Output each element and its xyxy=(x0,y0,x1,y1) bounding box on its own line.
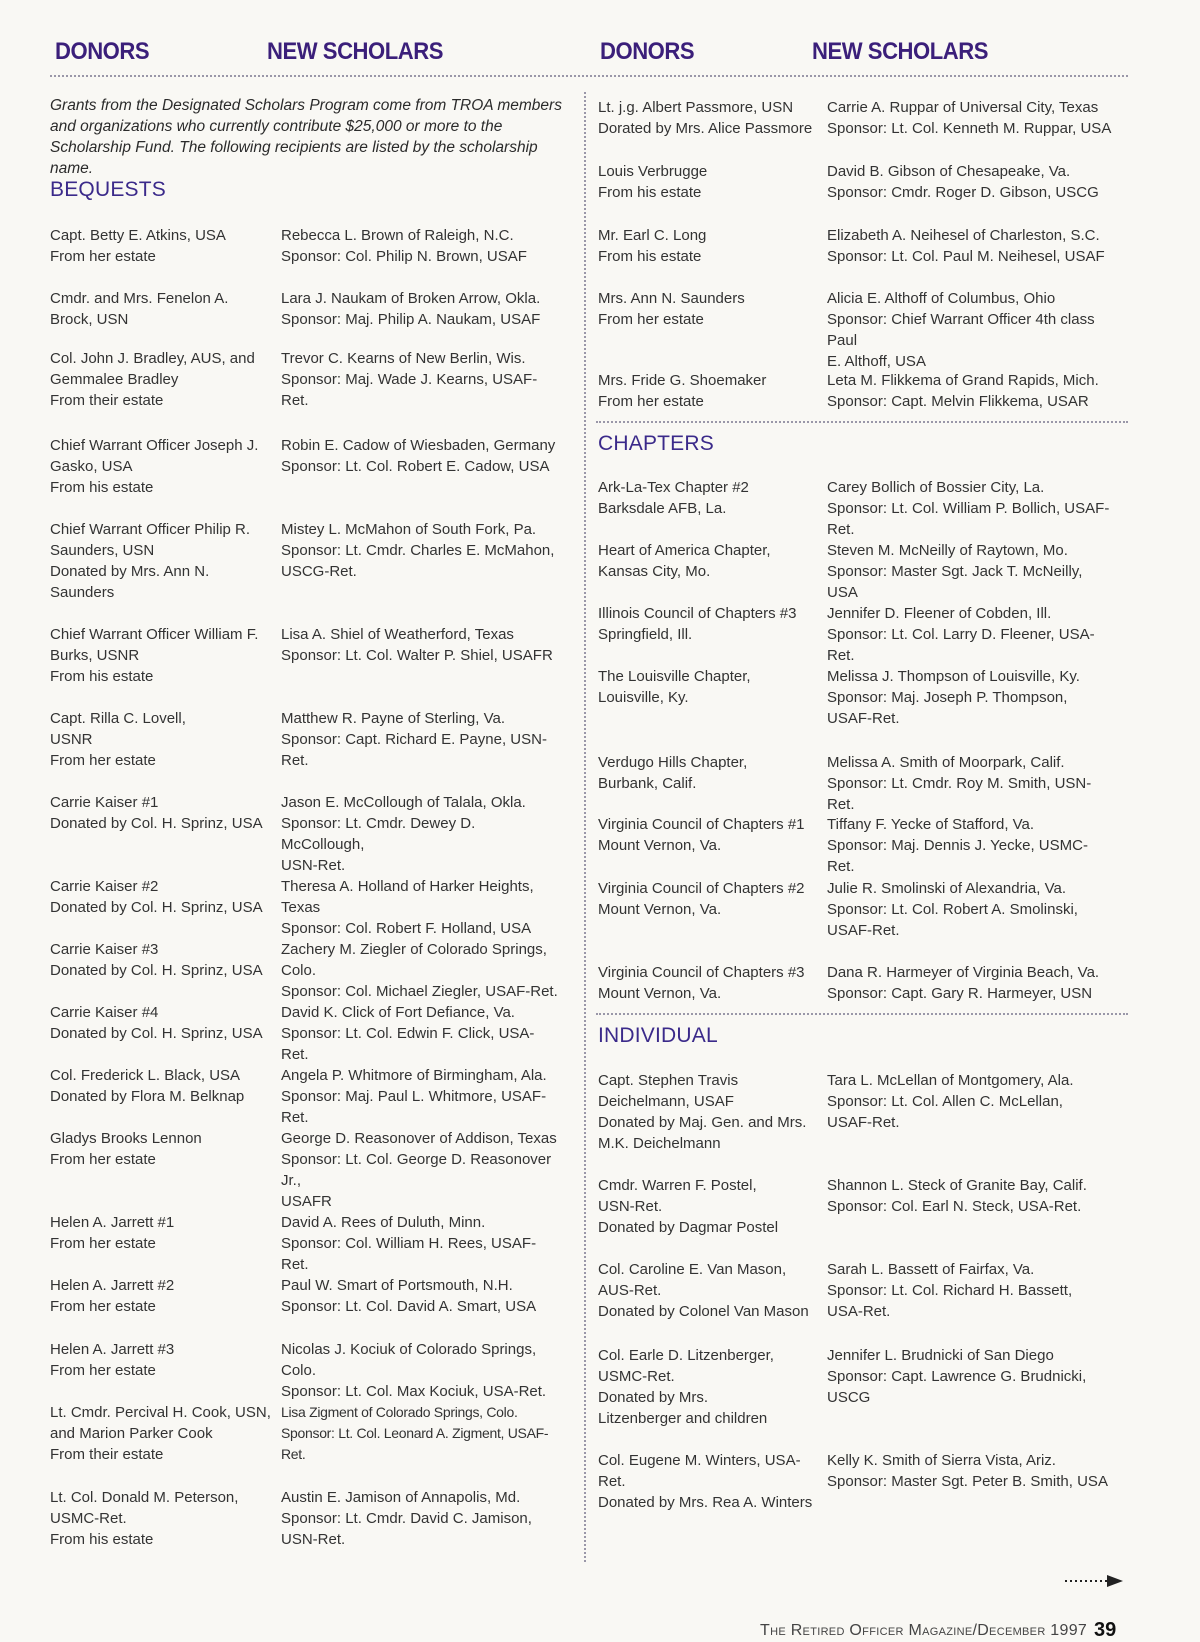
bequest-scholar: Trevor C. Kearns of New Berlin, Wis. Sponsor: Maj. Wade J. Kearns, USAF-Ret. xyxy=(281,350,538,409)
bequest-donor: Carrie Kaiser #4 Donated by Col. H. Sprinz, USA xyxy=(50,1004,263,1042)
bequest-donor: Cmdr. and Mrs. Fenelon A. Brock, USN xyxy=(50,290,229,328)
bequest-scholar: Paul W. Smart of Portsmouth, N.H. Sponsor: Lt. Col. David A. Smart, USA xyxy=(281,1277,537,1315)
bequest-scholar: Jason E. McCollough of Talala, Okla. Sponsor: Lt. Cmdr. Dewey D. McCollough, USN-Ret. xyxy=(281,794,526,874)
bequest-donor: Col. Frederick L. Black, USA Donated by Flora M. Belknap xyxy=(50,1067,245,1105)
bequest-donor: Chief Warrant Officer Philip R. Saunders, USN Donated by Mrs. Ann N. Saunders xyxy=(50,521,251,601)
bequest-scholar: Rebecca L. Brown of Raleigh, N.C. Sponsor: Col. Philip N. Brown, USAF xyxy=(281,227,527,265)
chapter-donor: Virginia Council of Chapters #1 Mount Vernon, Va. xyxy=(598,816,805,854)
section-title-chapters: CHAPTERS xyxy=(598,432,714,455)
bequest-donor: Helen A. Jarrett #1 From her estate xyxy=(50,1214,175,1252)
bequest-scholar: Lisa A. Shiel of Weatherford, Texas Sponsor: Lt. Col. Walter P. Shiel, USAFR xyxy=(281,626,553,664)
continue-arrow-icon xyxy=(1063,1574,1125,1588)
individual-scholar: Shannon L. Steck of Granite Bay, Calif. Sponsor: Col. Earl N. Steck, USA-Ret. xyxy=(827,1177,1087,1215)
bequest-donor: Helen A. Jarrett #3 From her estate xyxy=(50,1341,175,1379)
chapter-donor: Ark-La-Tex Chapter #2 Barksdale AFB, La. xyxy=(598,479,749,517)
individual-donor: Col. Caroline E. Van Mason, AUS-Ret. Donated by Colonel Van Mason xyxy=(598,1261,809,1320)
bequest-scholar: Zachery M. Ziegler of Colorado Springs, Colo. Sponsor: Col. Michael Ziegler, USAF-Ret. xyxy=(281,941,558,1000)
individual-scholar: Kelly K. Smith of Sierra Vista, Ariz. Sponsor: Master Sgt. Peter B. Smith, USA xyxy=(827,1452,1108,1490)
bequest-scholar: Lisa Zigment of Colorado Springs, Colo. Sponsor: Lt. Col. Leonard A. Zigment, USAF-Ret. xyxy=(281,1404,549,1462)
bequest-donor: Mrs. Ann N. Saunders From her estate xyxy=(598,290,745,328)
bequest-scholar: George D. Reasonover of Addison, Texas Sponsor: Lt. Col. George D. Reasonover Jr., USAFR xyxy=(281,1130,557,1210)
individual-rule xyxy=(596,1013,1128,1015)
chapter-scholar: Dana R. Harmeyer of Virginia Beach, Va. Sponsor: Capt. Gary R. Harmeyer, USN xyxy=(827,964,1100,1002)
bequest-scholar: David K. Click of Fort Defiance, Va. Sponsor: Lt. Col. Edwin F. Click, USA-Ret. xyxy=(281,1004,535,1063)
chapter-scholar: Jennifer D. Fleener of Cobden, Ill. Sponsor: Lt. Col. Larry D. Fleener, USA-Ret. xyxy=(827,605,1095,664)
bequest-scholar: Leta M. Flikkema of Grand Rapids, Mich. Sponsor: Capt. Melvin Flikkema, USAR xyxy=(827,372,1099,410)
header-donors-right: DONORS xyxy=(600,38,695,65)
bequest-donor: Capt. Betty E. Atkins, USA From her estate xyxy=(50,227,226,265)
individual-scholar: Sarah L. Bassett of Fairfax, Va. Sponsor: Lt. Col. Richard H. Bassett, USA-Ret. xyxy=(827,1261,1073,1320)
bequest-donor: Mrs. Fride G. Shoemaker From her estate xyxy=(598,372,767,410)
chapter-donor: The Louisville Chapter, Louisville, Ky. xyxy=(598,668,751,706)
bequest-donor: Lt. j.g. Albert Passmore, USN Dorated by Mrs. Alice Passmore xyxy=(598,99,813,137)
chapter-donor: Virginia Council of Chapters #2 Mount Vernon, Va. xyxy=(598,880,805,918)
header-scholars-left: NEW SCHOLARS xyxy=(267,38,444,65)
bequest-donor: Louis Verbrugge From his estate xyxy=(598,163,708,201)
chapter-scholar: Carey Bollich of Bossier City, La. Sponsor: Lt. Col. William P. Bollich, USAF-Ret. xyxy=(827,479,1110,538)
bequest-scholar: David B. Gibson of Chesapeake, Va. Sponsor: Cmdr. Roger D. Gibson, USCG xyxy=(827,163,1099,201)
bequest-scholar: Angela P. Whitmore of Birmingham, Ala. Sponsor: Maj. Paul L. Whitmore, USAF-Ret. xyxy=(281,1067,547,1126)
bequest-scholar: Mistey L. McMahon of South Fork, Pa. Sponsor: Lt. Cmdr. Charles E. McMahon, USCG-Ret. xyxy=(281,521,555,580)
bequest-scholar: Lara J. Naukam of Broken Arrow, Okla. Sponsor: Maj. Philip A. Naukam, USAF xyxy=(281,290,541,328)
bequest-scholar: Robin E. Cadow of Wiesbaden, Germany Sponsor: Lt. Col. Robert E. Cadow, USA xyxy=(281,437,556,475)
bequest-donor: Lt. Col. Donald M. Peterson, USMC-Ret. From his estate xyxy=(50,1489,239,1548)
bequest-scholar: Austin E. Jamison of Annapolis, Md. Sponsor: Lt. Cmdr. David C. Jamison, USN-Ret. xyxy=(281,1489,532,1548)
chapters-rule xyxy=(596,421,1128,423)
bequest-donor: Carrie Kaiser #1 Donated by Col. H. Sprinz, USA xyxy=(50,794,263,832)
chapter-donor: Verdugo Hills Chapter, Burbank, Calif. xyxy=(598,754,748,792)
header-scholars-right: NEW SCHOLARS xyxy=(812,38,989,65)
individual-scholar: Tara L. McLellan of Montgomery, Ala. Sponsor: Lt. Col. Allen C. McLellan, USAF-Ret. xyxy=(827,1072,1074,1131)
chapter-donor: Heart of America Chapter, Kansas City, Mo. xyxy=(598,542,771,580)
individual-donor: Cmdr. Warren F. Postel, USN-Ret. Donated by Dagmar Postel xyxy=(598,1177,779,1236)
individual-scholar: Jennifer L. Brudnicki of San Diego Sponsor: Capt. Lawrence G. Brudnicki, USCG xyxy=(827,1347,1087,1406)
bequest-donor: Chief Warrant Officer Joseph J. Gasko, USA From his estate xyxy=(50,437,259,496)
bequest-donor: Carrie Kaiser #2 Donated by Col. H. Sprinz, USA xyxy=(50,878,263,916)
bequest-donor: Col. John J. Bradley, AUS, and Gemmalee Bradley From their estate xyxy=(50,350,255,409)
individual-donor: Col. Earle D. Litzenberger, USMC-Ret. Donated by Mrs. Litzenberger and children xyxy=(598,1347,774,1427)
bequest-scholar: Nicolas J. Kociuk of Colorado Springs, Colo. Sponsor: Lt. Col. Max Kociuk, USA-Ret. xyxy=(281,1341,547,1400)
bequest-scholar: David A. Rees of Duluth, Minn. Sponsor: Col. William H. Rees, USAF-Ret. xyxy=(281,1214,537,1273)
bequest-scholar: Elizabeth A. Neihesel of Charleston, S.C. Sponsor: Lt. Col. Paul M. Neihesel, USAF xyxy=(827,227,1105,265)
bequest-scholar: Alicia E. Althoff of Columbus, Ohio Sponsor: Chief Warrant Officer 4th class Paul E. Althoff, USA xyxy=(827,290,1095,370)
individual-donor: Col. Eugene M. Winters, USA- Ret. Donated by Mrs. Rea A. Winters xyxy=(598,1452,813,1511)
bequest-donor: Lt. Cmdr. Percival H. Cook, USN, and Marion Parker Cook From their estate xyxy=(50,1404,271,1463)
chapter-scholar: Melissa J. Thompson of Louisville, Ky. Sponsor: Maj. Joseph P. Thompson, USAF-Ret. xyxy=(827,668,1080,727)
bequest-scholar: Theresa A. Holland of Harker Heights, Texas Sponsor: Col. Robert F. Holland, USA xyxy=(281,878,534,937)
column-divider xyxy=(584,92,586,1562)
bequest-donor: Capt. Rilla C. Lovell, USNR From her estate xyxy=(50,710,186,769)
chapter-donor: Virginia Council of Chapters #3 Mount Vernon, Va. xyxy=(598,964,805,1002)
chapter-scholar: Steven M. McNeilly of Raytown, Mo. Sponsor: Master Sgt. Jack T. McNeilly, USA xyxy=(827,542,1083,601)
page-number: 39 xyxy=(1094,1619,1117,1641)
section-title-bequests: BEQUESTS xyxy=(50,178,166,201)
header-donors-left: DONORS xyxy=(55,38,150,65)
section-title-individual: INDIVIDUAL xyxy=(598,1024,718,1047)
bequest-donor: Carrie Kaiser #3 Donated by Col. H. Sprinz, USA xyxy=(50,941,263,979)
chapter-scholar: Julie R. Smolinski of Alexandria, Va. Sponsor: Lt. Col. Robert A. Smolinski, USAF-Ret. xyxy=(827,880,1078,939)
bequest-donor: Helen A. Jarrett #2 From her estate xyxy=(50,1277,175,1315)
bequest-donor: Chief Warrant Officer William F. Burks, USNR From his estate xyxy=(50,626,259,685)
chapter-scholar: Tiffany F. Yecke of Stafford, Va. Sponsor: Maj. Dennis J. Yecke, USMC-Ret. xyxy=(827,816,1088,875)
intro-paragraph: Grants from the Designated Scholars Program come from TROA members and organizations who currently contribute $25,000 or more to the Scholarship Fund. The following recipients are listed by the scholarship name. xyxy=(50,97,562,177)
bequest-scholar: Carrie A. Ruppar of Universal City, Texas Sponsor: Lt. Col. Kenneth M. Ruppar, USA xyxy=(827,99,1112,137)
bequest-donor: Mr. Earl C. Long From his estate xyxy=(598,227,707,265)
chapter-scholar: Melissa A. Smith of Moorpark, Calif. Sponsor: Lt. Cmdr. Roy M. Smith, USN-Ret. xyxy=(827,754,1092,813)
top-rule xyxy=(50,75,1128,77)
chapter-donor: Illinois Council of Chapters #3 Springfield, Ill. xyxy=(598,605,797,643)
bequest-scholar: Matthew R. Payne of Sterling, Va. Sponsor: Capt. Richard E. Payne, USN-Ret. xyxy=(281,710,547,769)
magazine-footer: The Retired Officer Magazine/December 1997 xyxy=(760,1622,1088,1639)
individual-donor: Capt. Stephen Travis Deichelmann, USAF Donated by Maj. Gen. and Mrs. M.K. Deichelmann xyxy=(598,1072,807,1152)
bequest-donor: Gladys Brooks Lennon From her estate xyxy=(50,1130,202,1168)
